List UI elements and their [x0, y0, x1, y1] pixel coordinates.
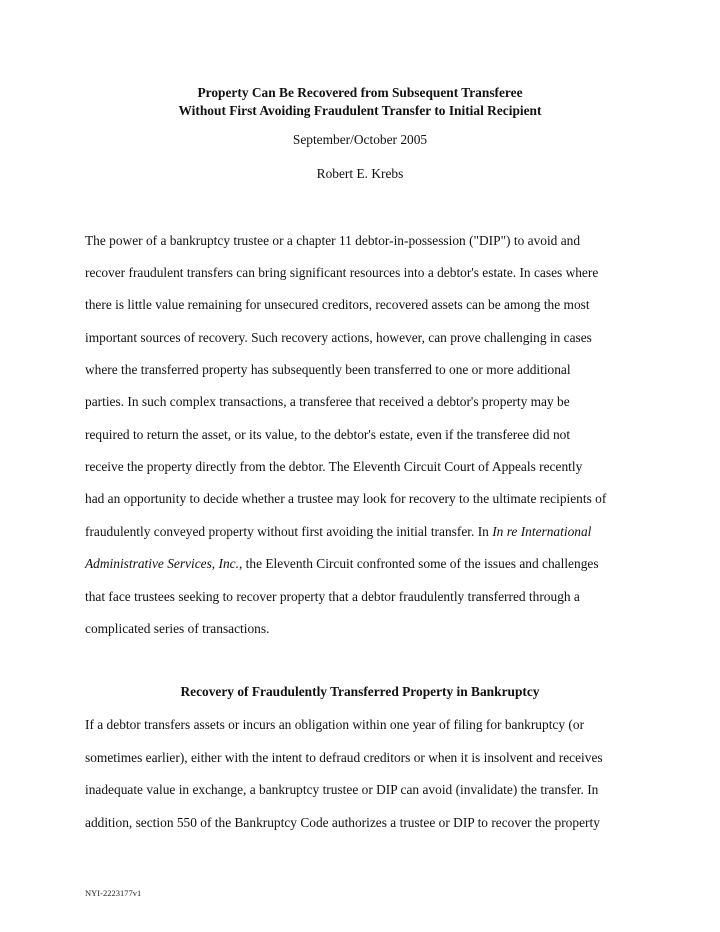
paragraph-line: there is little value remaining for unsecured creditors, recovered assets can be among the most	[85, 297, 590, 312]
paragraph-line: recover fraudulent transfers can bring significant resources into a debtor's estate. In cases where	[85, 265, 599, 280]
author-name: Robert E. Krebs	[316, 166, 404, 181]
line-text: fraudulently conveyed property without first avoiding the initial transfer. In	[85, 524, 493, 539]
paragraph-line: parties. In such complex transactions, a transferee that received a debtor's property may be	[85, 394, 570, 409]
paragraph-line: If a debtor transfers assets or incurs an obligation within one year of filing for bankruptcy (or	[85, 717, 585, 732]
paragraph-line: inadequate value in exchange, a bankruptcy trustee or DIP can avoid (invalidate) the transfer. In	[85, 782, 599, 797]
paragraph-line: that face trustees seeking to recover property that a debtor fraudulently transferred through a	[85, 589, 580, 604]
paragraph-line: had an opportunity to decide whether a trustee may look for recovery to the ultimate recipients of	[85, 491, 607, 506]
document-title	[0, 84, 720, 120]
paragraph-line: receive the property directly from the debtor. The Eleventh Circuit Court of Appeals recently	[85, 459, 583, 474]
publication-date: September/October 2005	[292, 132, 428, 147]
paragraph-line: complicated series of transactions.	[85, 621, 270, 636]
line-text: , the Eleventh Circuit confronted some of the issues and challenges	[238, 556, 599, 571]
paragraph-line: The power of a bankruptcy trustee or a chapter 11 debtor-in-possession ("DIP") to avoid and	[85, 233, 581, 248]
paragraph-line: required to return the asset, or its value, to the debtor's estate, even if the transferee did not	[85, 427, 571, 442]
title-line-1: Property Can Be Recovered from Subsequent Transferee	[197, 85, 523, 100]
document-footer-id: NYI-2223177v1	[85, 888, 142, 898]
paragraph-line: addition, section 550 of the Bankruptcy Code authorizes a trustee or DIP to recover the property	[85, 815, 600, 830]
case-name-italic: In re International	[492, 524, 592, 539]
paragraph-line: important sources of recovery. Such recovery actions, however, can prove challenging in cases	[85, 330, 592, 345]
case-name-italic: Administrative Services, Inc.	[85, 556, 239, 571]
title-line-2: Without First Avoiding Fraudulent Transfer to Initial Recipient	[178, 103, 542, 118]
section-heading: Recovery of Fraudulently Transferred Property in Bankruptcy	[180, 684, 540, 699]
paragraph-line	[85, 524, 645, 540]
paragraph-line	[85, 556, 645, 572]
paragraph-line: sometimes earlier), either with the intent to defraud creditors or when it is insolvent and receives	[85, 750, 603, 765]
paragraph-line: where the transferred property has subsequently been transferred to one or more additional	[85, 362, 571, 377]
